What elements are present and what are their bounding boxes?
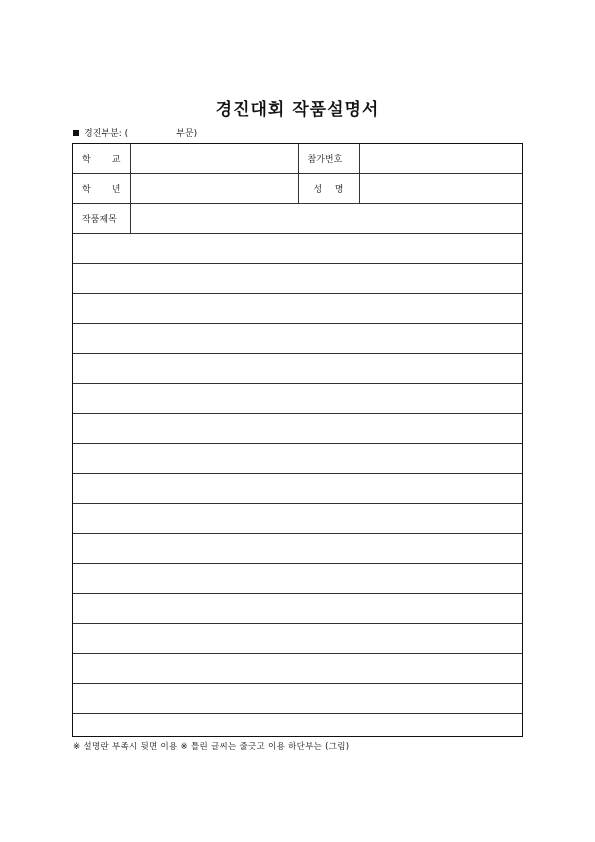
- description-line-field[interactable]: [73, 354, 522, 384]
- description-line-field[interactable]: [73, 264, 522, 294]
- row-school: [73, 144, 522, 174]
- description-line-field[interactable]: [73, 624, 522, 654]
- grade-label: 학 년: [73, 174, 130, 204]
- description-line: [73, 534, 522, 564]
- description-line-field[interactable]: [73, 504, 522, 534]
- grade-field[interactable]: [130, 174, 298, 204]
- description-line-field[interactable]: [73, 684, 522, 714]
- work-title-label: 작품제목: [73, 204, 130, 234]
- description-line-field[interactable]: [73, 324, 522, 354]
- description-line-field[interactable]: [73, 654, 522, 684]
- description-line: [73, 414, 522, 444]
- description-line-field[interactable]: [73, 384, 522, 414]
- division-suffix: 부문): [176, 129, 198, 139]
- name-field[interactable]: [359, 174, 522, 204]
- entry-form: [72, 143, 523, 737]
- description-line: [73, 354, 522, 384]
- row-grade: [73, 174, 522, 204]
- entry-number-label: 참가번호: [298, 144, 359, 174]
- description-line: [73, 564, 522, 594]
- school-label: 학 교: [73, 144, 130, 174]
- description-line-field[interactable]: [73, 594, 522, 624]
- square-bullet-icon: [73, 130, 79, 136]
- description-line: [73, 264, 522, 294]
- description-line-field[interactable]: [73, 534, 522, 564]
- description-line-field[interactable]: [73, 294, 522, 324]
- description-line-field[interactable]: [73, 564, 522, 594]
- row-work-title: [73, 204, 522, 234]
- description-line: [73, 384, 522, 414]
- description-line: [73, 714, 522, 744]
- description-line: [73, 234, 522, 264]
- page-title: 경진대회 작품설명서: [215, 100, 380, 120]
- description-line-field[interactable]: [73, 234, 522, 264]
- competition-division: [73, 128, 197, 140]
- division-label: 경진부분: (: [84, 129, 129, 139]
- school-field[interactable]: [130, 144, 298, 174]
- form-table: [73, 144, 522, 743]
- description-line: [73, 474, 522, 504]
- entry-number-field[interactable]: [359, 144, 522, 174]
- name-label: 성 명: [298, 174, 359, 204]
- work-title-field[interactable]: [130, 204, 522, 234]
- description-line-field[interactable]: [73, 414, 522, 444]
- description-line: [73, 444, 522, 474]
- description-line: [73, 324, 522, 354]
- description-line: [73, 594, 522, 624]
- description-line-field[interactable]: [73, 714, 522, 744]
- description-line: [73, 654, 522, 684]
- description-line: [73, 294, 522, 324]
- footnote: ※ 설명란 부족시 뒷면 이용 ※ 틀린 글씨는 줄긋고 이용 하단부는 (그림): [73, 742, 350, 752]
- description-line: [73, 504, 522, 534]
- description-line: [73, 684, 522, 714]
- description-line-field[interactable]: [73, 474, 522, 504]
- description-line: [73, 624, 522, 654]
- description-line-field[interactable]: [73, 444, 522, 474]
